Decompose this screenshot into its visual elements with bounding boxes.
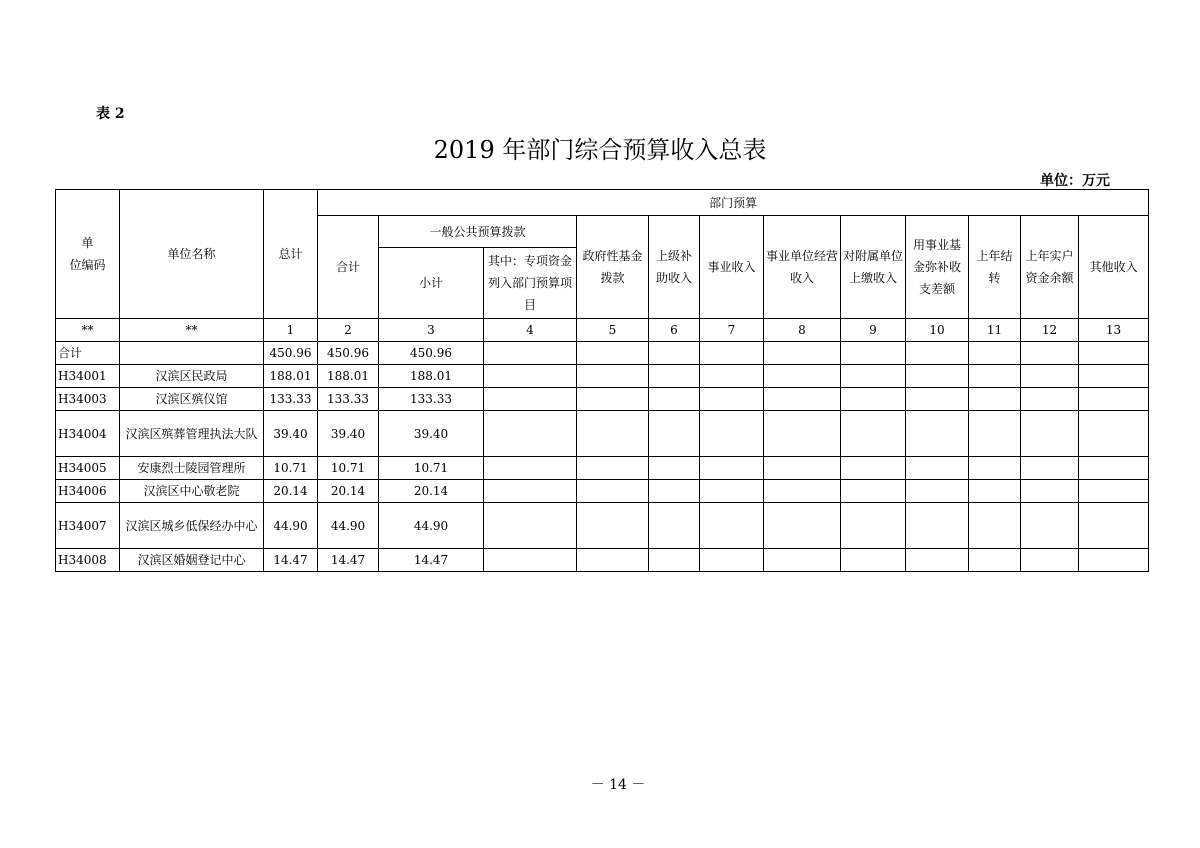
row-total: 188.01 [264,365,318,388]
row-code: H34003 [56,388,120,411]
header-xiaoji: 小计 [379,248,484,319]
header-total: 总计 [264,190,318,319]
table-row [56,457,1149,480]
col-index-cell: 8 [764,319,841,342]
row-heji: 10.71 [318,457,379,480]
col-index-cell: 9 [841,319,906,342]
row-total: 10.71 [264,457,318,480]
row-total: 39.40 [264,411,318,457]
header-general-public: 一般公共预算拨款 [379,216,577,248]
row-name: 汉滨区婚姻登记中心 [120,549,264,572]
col-index-cell: 7 [700,319,764,342]
row-xiaoji: 14.47 [379,549,484,572]
page-number: － 14 － [590,777,646,793]
row-code: H34006 [56,480,120,503]
row-xiaoji: 20.14 [379,480,484,503]
row-name: 汉滨区殡葬管理执法大队 [120,411,264,457]
row-xiaoji: 133.33 [379,388,484,411]
row-heji: 188.01 [318,365,379,388]
row-code: H34008 [56,549,120,572]
table-label: 表 2 [96,106,125,122]
table-row [56,549,1149,572]
row-xiaoji: 188.01 [379,365,484,388]
col-index-cell: ** [56,319,120,342]
table-row [56,365,1149,388]
col-index-cell: 4 [484,319,577,342]
row-total: 133.33 [264,388,318,411]
row-heji: 133.33 [318,388,379,411]
col-index-cell: 10 [906,319,969,342]
header-affiliated-income: 对附属单位上缴收入 [841,216,906,319]
row-code: H34004 [56,411,120,457]
header-fund-make-up: 用事业基金弥补收支差额 [906,216,969,319]
col-index-cell: ** [120,319,264,342]
header-superior-subsidy: 上级补助收入 [649,216,700,319]
row-total: 20.14 [264,480,318,503]
table-row [56,503,1149,549]
row-xiaoji: 39.40 [379,411,484,457]
row-name: 汉滨区民政局 [120,365,264,388]
col-index-cell: 2 [318,319,379,342]
column-index-row [56,319,1149,342]
col-index-cell: 3 [379,319,484,342]
col-index-cell: 11 [969,319,1021,342]
col-index-cell: 6 [649,319,700,342]
header-dept-budget: 部门预算 [318,190,1149,216]
header-other-income: 其他收入 [1079,216,1149,319]
row-code: 合计 [56,342,120,365]
row-code: H34005 [56,457,120,480]
col-index-cell: 1 [264,319,318,342]
header-special-funds: 其中：专项资金列入部门预算项目 [484,248,577,319]
header-heji: 合计 [318,216,379,319]
row-total: 14.47 [264,549,318,572]
row-xiaoji: 44.90 [379,503,484,549]
row-name: 安康烈士陵园管理所 [120,457,264,480]
row-name: 汉滨区殡仪馆 [120,388,264,411]
table-row [56,388,1149,411]
row-total: 450.96 [264,342,318,365]
table-row [56,342,1149,365]
row-heji: 39.40 [318,411,379,457]
header-gov-fund: 政府性基金拨款 [577,216,649,319]
row-xiaoji: 450.96 [379,342,484,365]
unit-label: 单位：万元 [1040,173,1110,189]
table-row [56,411,1149,457]
header-carry-over: 上年结转 [969,216,1021,319]
row-name: 汉滨区中心敬老院 [120,480,264,503]
row-code: H34007 [56,503,120,549]
row-code: H34001 [56,365,120,388]
col-index-cell: 13 [1079,319,1149,342]
row-name [120,342,264,365]
header-operating-income: 事业单位经营收入 [764,216,841,319]
header-unit-name: 单位名称 [120,190,264,319]
header-unit-code: 单 位编码 [56,190,120,319]
row-name: 汉滨区城乡低保经办中心 [120,503,264,549]
header-account-balance: 上年实户资金余额 [1021,216,1079,319]
row-heji: 14.47 [318,549,379,572]
row-xiaoji: 10.71 [379,457,484,480]
col-index-cell: 5 [577,319,649,342]
row-heji: 20.14 [318,480,379,503]
row-heji: 450.96 [318,342,379,365]
budget-income-table [55,189,1149,572]
col-index-cell: 12 [1021,319,1079,342]
row-total: 44.90 [264,503,318,549]
row-heji: 44.90 [318,503,379,549]
document-title: 2019 年部门综合预算收入总表 [433,136,767,164]
table-row [56,480,1149,503]
header-business-income: 事业收入 [700,216,764,319]
